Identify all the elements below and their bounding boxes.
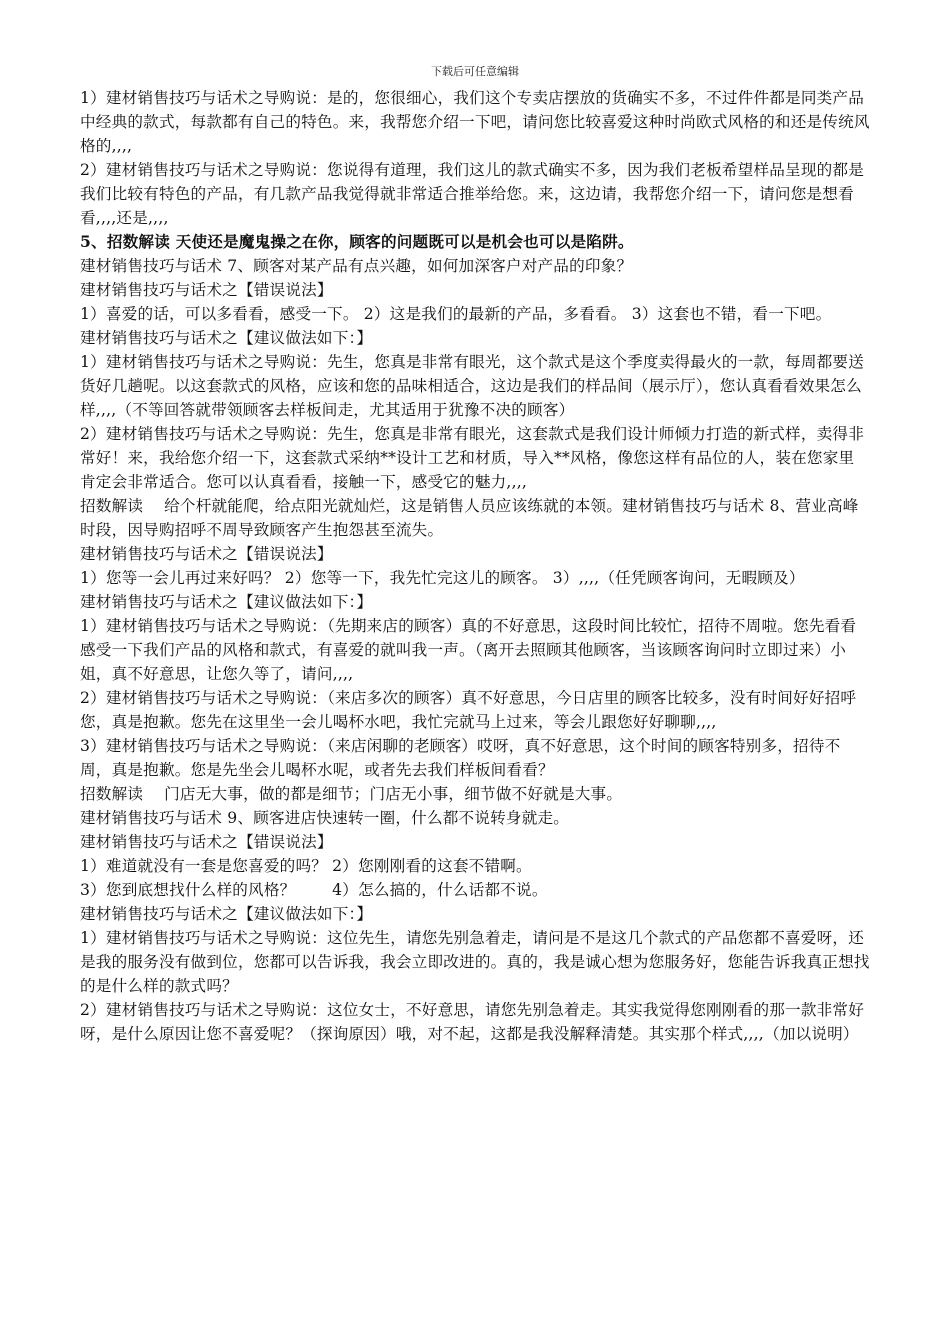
paragraph: 1）建材销售技巧与话术之导购说：先生，您真是非常有眼光，这个款式是这个季度卖得最火的一款，每周都要送货好几趟呢。以这套款式的风格，应该和您的品味相适合，这边是我们的样品间（展示厅），您认真看看效果怎么样,,,,（不等回答就带领顾客去样板间走，尤其适用于犹豫不决的顾客） — [80, 353, 865, 419]
paragraph: 1）建材销售技巧与话术之导购说：这位先生，请您先别急着走，请问是不是这几个款式的产品您都不喜爱呀，还是我的服务没有做到位，您都可以告诉我，我会立即改进的。真的，我是诚心想为您服务好，您能告诉我真正想找的是什么样的款式吗？ — [80, 929, 870, 995]
paragraph: 建材销售技巧与话术之【错误说法】 — [80, 545, 333, 563]
paragraph: 招数解读 给个杆就能爬，给点阳光就灿烂，这是销售人员应该练就的本领。建材销售技巧与话术 8、营业高峰时段，因导购招呼不周导致顾客产生抱怨甚至流失。 — [80, 497, 859, 539]
paragraph: 1）难道就没有一套是您喜爱的吗？ 2）您刚刚看的这套不错啊。 — [80, 857, 532, 875]
paragraph: 1）喜爱的话，可以多看看，感受一下。 2）这是我们的最新的产品，多看看。 3）这套也不错，看一下吧。 — [80, 305, 832, 323]
paragraph: 建材销售技巧与话术之【建议做法如下：】 — [80, 593, 373, 611]
paragraph: 3）建材销售技巧与话术之导购说：（来店闲聊的老顾客）哎呀，真不好意思，这个时间的顾客特别多，招待不周，真是抱歉。您是先坐会儿喝杯水呢，或者先去我们样板间看看？ — [80, 737, 841, 779]
paragraph: 2）建材销售技巧与话术之导购说：（来店多次的顾客）真不好意思，今日店里的顾客比较多，没有时间好好招呼您，真是抱歉。您先在这里坐一会儿喝杯水吧，我忙完就马上过来，等会儿跟您好好聊聊,,,, — [80, 689, 857, 731]
paragraph: 建材销售技巧与话术之【建议做法如下：】 — [80, 329, 373, 347]
paragraph: 建材销售技巧与话术 9、顾客进店快速转一圈，什么都不说转身就走。 — [80, 809, 570, 827]
paragraph: 2）建材销售技巧与话术之导购说：您说得有道理，我们这儿的款式确实不多，因为我们老板希望样品呈现的都是我们比较有特色的产品，有几款产品我觉得就非常适合推举给您。来，这边请，我帮您介绍一下，请问您是想看看,,,,还是,,,, — [80, 161, 865, 227]
paragraph: 建材销售技巧与话术之【错误说法】 — [80, 281, 333, 299]
section-heading: 5、招数解读 天使还是魔鬼操之在你，顾客的问题既可以是机会也可以是陷阱。 — [80, 232, 634, 251]
document-body — [80, 86, 870, 1046]
paragraph: 2）建材销售技巧与话术之导购说：这位女士，不好意思，请您先别急着走。其实我觉得您刚刚看的那一款非常好呀，是什么原因让您不喜爱呢？（探询原因）哦，对不起，这都是我没解释清楚。其实那个样式,,,,（加以说明） — [80, 1001, 865, 1043]
paragraph: 2）建材销售技巧与话术之导购说：先生，您真是非常有眼光，这套款式是我们设计师倾力打造的新式样，卖得非常好！来，我给您介绍一下，这套款式采纳**设计工艺和材质，导入**风格，像您这样有品位的人，装在您家里肯定会非常适合。您可以认真看看，接触一下，感受它的魅力,,,, — [80, 425, 865, 491]
paragraph: 1）建材销售技巧与话术之导购说：是的，您很细心，我们这个专卖店摆放的货确实不多，不过件件都是同类产品中经典的款式，每款都有自己的特色。来，我帮您介绍一下吧，请问您比较喜爱这种时尚欧式风格的和还是传统风格的,,,, — [80, 89, 870, 155]
paragraph: 建材销售技巧与话术之【建议做法如下：】 — [80, 905, 373, 923]
paragraph: 招数解读 门店无大事，做的都是细节；门店无小事，细节做不好就是大事。 — [80, 785, 623, 803]
paragraph: 1）建材销售技巧与话术之导购说：（先期来店的顾客）真的不好意思，这段时间比较忙，招待不周啦。您先看看感受一下我们产品的风格和款式，有喜爱的就叫我一声。（离开去照顾其他顾客，当该顾客询问时立即过来）小姐，真不好意思，让您久等了，请问,,,, — [80, 617, 857, 683]
paragraph: 建材销售技巧与话术之【错误说法】 — [80, 833, 333, 851]
paragraph: 建材销售技巧与话术 7、顾客对某产品有点兴趣，如何加深客户对产品的印象？ — [80, 257, 633, 275]
paragraph: 3）您到底想找什么样的风格？ 4）怎么搞的，什么话都不说。 — [80, 881, 548, 899]
paragraph: 1）您等一会儿再过来好吗？ 2）您等一下，我先忙完这儿的顾客。 3）,,,,（任凭顾客询问，无暇顾及） — [80, 569, 805, 587]
page-header-note: 下载后可任意编辑 — [431, 65, 519, 78]
